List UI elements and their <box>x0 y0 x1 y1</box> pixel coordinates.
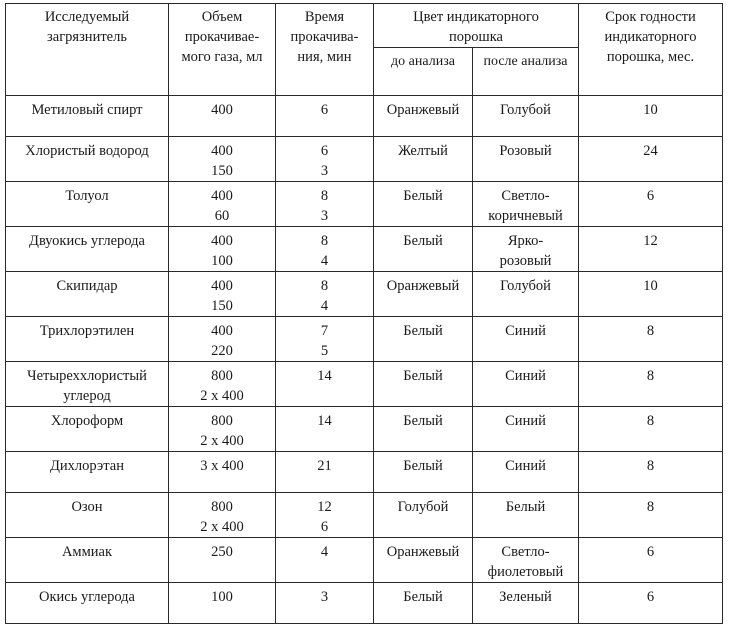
cell-pollutant-line: углерод <box>63 388 111 404</box>
table-row <box>6 227 723 272</box>
indicator-powder-table <box>5 3 723 624</box>
cell-pollutant-line: Озон <box>71 499 103 515</box>
cell-pollutant-line: Дихлорэтан <box>50 458 124 474</box>
cell-shelf-life <box>579 272 723 317</box>
cell-color-after <box>473 407 579 452</box>
cell-color-after-content <box>473 362 578 386</box>
cell-color-after-line: Розовый <box>499 143 552 159</box>
cell-color-before <box>374 452 473 493</box>
cell-volume-content <box>169 538 275 562</box>
cell-color-after <box>473 493 579 538</box>
cell-color-after <box>473 227 579 272</box>
cell-color-after-content <box>473 137 578 161</box>
header-color-before <box>374 48 473 96</box>
cell-volume <box>169 493 276 538</box>
cell-time-content <box>276 317 373 361</box>
cell-time <box>276 407 374 452</box>
cell-color-after <box>473 317 579 362</box>
cell-color-after-line: Зеленый <box>499 589 552 605</box>
cell-pollutant <box>6 137 169 182</box>
cell-time <box>276 493 374 538</box>
cell-pollutant-line: Метиловый спирт <box>31 102 143 118</box>
cell-shelf-life-line: 8 <box>646 413 655 429</box>
cell-color-after-content <box>473 407 578 431</box>
cell-shelf-life-line: 8 <box>646 499 655 515</box>
cell-color-before-content <box>374 182 472 206</box>
cell-volume-line: 100 <box>211 589 233 605</box>
cell-pollutant <box>6 583 169 624</box>
cell-shelf-life-line: 10 <box>643 278 658 294</box>
cell-color-before-line: Оранжевый <box>386 544 460 560</box>
cell-color-after <box>473 182 579 227</box>
cell-color-after-content <box>473 227 578 271</box>
cell-time <box>276 452 374 493</box>
cell-color-before-content <box>374 407 472 431</box>
cell-color-after-content <box>473 583 578 607</box>
cell-shelf-life-content <box>579 493 722 517</box>
header-volume-line: мого газа, мл <box>181 49 263 65</box>
cell-color-after-line: Ярко- <box>507 233 544 249</box>
header-color-group-line: Цвет индикаторного <box>413 9 539 25</box>
cell-volume-content <box>169 96 275 120</box>
cell-time-line: 14 <box>317 368 332 384</box>
cell-time-content <box>276 452 373 476</box>
cell-time-line: 12 <box>317 499 332 515</box>
cell-color-before <box>374 317 473 362</box>
cell-pollutant-line: Хлороформ <box>50 413 124 429</box>
cell-color-after-content <box>473 272 578 296</box>
cell-time-line: 4 <box>320 253 329 269</box>
header-pollutant-line: Исследуемый <box>44 9 130 25</box>
header-color-before-label: до анализа <box>391 54 455 69</box>
cell-volume-line: 400 <box>211 143 233 159</box>
table-row <box>6 493 723 538</box>
cell-shelf-life-content <box>579 538 722 562</box>
cell-color-after-content <box>473 96 578 120</box>
cell-color-before-content <box>374 317 472 341</box>
cell-time-content <box>276 493 373 537</box>
cell-pollutant-content <box>6 272 168 296</box>
cell-color-after <box>473 96 579 137</box>
cell-volume-content <box>169 583 275 607</box>
cell-shelf-life <box>579 182 723 227</box>
cell-time-content <box>276 407 373 431</box>
cell-color-before <box>374 137 473 182</box>
cell-time-line: 3 <box>320 163 329 179</box>
cell-volume-line: 400 <box>211 278 233 294</box>
cell-time-content <box>276 362 373 386</box>
cell-shelf-life <box>579 538 723 583</box>
table-row <box>6 96 723 137</box>
cell-pollutant-line: Двуокись углерода <box>29 233 145 249</box>
cell-volume <box>169 452 276 493</box>
cell-shelf-life-line: 24 <box>643 143 658 159</box>
cell-volume-line: 2 x 400 <box>200 433 244 449</box>
cell-time <box>276 538 374 583</box>
cell-pollutant-content <box>6 137 168 161</box>
cell-pollutant-content <box>6 317 168 341</box>
cell-color-after-content <box>473 182 578 226</box>
cell-volume-line: 400 <box>211 323 233 339</box>
cell-volume-line: 400 <box>211 233 233 249</box>
cell-color-before-content <box>374 137 472 161</box>
cell-color-after-line: Голубой <box>500 278 551 294</box>
cell-shelf-life-content <box>579 317 722 341</box>
cell-volume-line: 800 <box>211 499 233 515</box>
cell-volume-content <box>169 493 275 537</box>
cell-color-before <box>374 407 473 452</box>
header-shelf-life-line: индикаторного <box>604 29 697 45</box>
cell-volume <box>169 182 276 227</box>
cell-shelf-life <box>579 96 723 137</box>
cell-volume-line: 400 <box>211 188 233 204</box>
table-row <box>6 272 723 317</box>
cell-volume-line: 60 <box>214 208 230 224</box>
cell-time-line: 6 <box>320 519 329 535</box>
cell-color-after-line: Белый <box>505 499 546 515</box>
header-color-group-line: порошка <box>449 29 503 45</box>
cell-color-after-line: Синий <box>505 368 546 384</box>
cell-pollutant <box>6 538 169 583</box>
cell-color-after-content <box>473 317 578 341</box>
cell-pollutant-content <box>6 182 168 206</box>
cell-color-after-line: коричневый <box>488 208 563 224</box>
cell-time-line: 8 <box>320 278 329 294</box>
cell-time <box>276 137 374 182</box>
cell-color-after-content <box>473 538 578 582</box>
header-volume-line: Объем <box>201 9 243 25</box>
cell-color-after <box>473 362 579 407</box>
cell-volume <box>169 272 276 317</box>
cell-pollutant <box>6 452 169 493</box>
table-row <box>6 407 723 452</box>
cell-color-before-line: Оранжевый <box>386 102 460 118</box>
cell-color-before-content <box>374 227 472 251</box>
cell-time <box>276 96 374 137</box>
cell-time-content <box>276 137 373 181</box>
cell-volume-line: 400 <box>211 102 233 118</box>
cell-volume-content <box>169 452 275 476</box>
cell-volume <box>169 317 276 362</box>
table-row <box>6 362 723 407</box>
header-color-after <box>473 48 579 96</box>
cell-color-before-line: Желтый <box>398 143 448 159</box>
cell-time-line: 8 <box>320 188 329 204</box>
cell-time <box>276 362 374 407</box>
cell-time-line: 8 <box>320 233 329 249</box>
header-shelf-life <box>579 4 723 96</box>
header-volume-line: прокачивае- <box>184 29 260 45</box>
cell-color-before-line: Белый <box>403 188 443 204</box>
cell-color-after-line: фиолетовый <box>487 564 564 580</box>
cell-shelf-life-content <box>579 96 722 120</box>
cell-volume-line: 800 <box>211 413 233 429</box>
cell-volume-content <box>169 182 275 226</box>
cell-shelf-life-line: 10 <box>643 102 658 118</box>
cell-volume <box>169 407 276 452</box>
cell-shelf-life-content <box>579 227 722 251</box>
cell-time <box>276 182 374 227</box>
header-time-line: ния, мин <box>297 49 352 65</box>
cell-time-line: 14 <box>317 413 332 429</box>
cell-shelf-life <box>579 137 723 182</box>
cell-color-before-line: Белый <box>403 233 443 249</box>
table-body <box>6 96 723 624</box>
document-table-container <box>5 3 723 624</box>
cell-color-before-line: Белый <box>403 413 443 429</box>
cell-pollutant-content <box>6 538 168 562</box>
header-shelf-life-line: Срок годности <box>605 9 696 25</box>
cell-color-before <box>374 583 473 624</box>
cell-shelf-life-content <box>579 182 722 206</box>
cell-shelf-life-line: 6 <box>646 544 655 560</box>
cell-time-line: 3 <box>320 208 329 224</box>
cell-shelf-life-line: 8 <box>646 458 655 474</box>
cell-color-before-content <box>374 362 472 386</box>
cell-pollutant <box>6 362 169 407</box>
cell-pollutant-content <box>6 452 168 476</box>
table-row <box>6 182 723 227</box>
cell-color-before <box>374 493 473 538</box>
table-row <box>6 583 723 624</box>
cell-color-after <box>473 137 579 182</box>
cell-color-before-content <box>374 538 472 562</box>
cell-volume-line: 150 <box>211 298 233 314</box>
cell-time <box>276 317 374 362</box>
cell-color-before <box>374 96 473 137</box>
cell-color-after-line: Синий <box>505 458 546 474</box>
cell-color-before-line: Белый <box>403 458 443 474</box>
cell-volume-content <box>169 362 275 406</box>
cell-color-before <box>374 272 473 317</box>
cell-shelf-life <box>579 493 723 538</box>
cell-time-line: 6 <box>320 102 329 118</box>
cell-time-line: 3 <box>320 589 329 605</box>
header-time <box>276 4 374 96</box>
cell-time-content <box>276 96 373 120</box>
cell-shelf-life-content <box>579 137 722 161</box>
cell-shelf-life <box>579 452 723 493</box>
table-row <box>6 452 723 493</box>
cell-pollutant-line: Четыреххлористый <box>27 368 147 384</box>
header-pollutant-line: загрязнитель <box>47 29 127 45</box>
cell-shelf-life-content <box>579 452 722 476</box>
cell-shelf-life-line: 8 <box>646 323 655 339</box>
cell-shelf-life <box>579 317 723 362</box>
cell-color-before-content <box>374 493 472 517</box>
cell-shelf-life-content <box>579 272 722 296</box>
cell-color-before <box>374 362 473 407</box>
cell-volume-line: 800 <box>211 368 233 384</box>
cell-pollutant-line: Скипидар <box>56 278 118 294</box>
header-time-line: прокачива- <box>290 29 359 45</box>
cell-shelf-life <box>579 227 723 272</box>
cell-shelf-life-content <box>579 407 722 431</box>
cell-color-before <box>374 182 473 227</box>
cell-time-line: 21 <box>317 458 332 474</box>
cell-pollutant-line: Аммиак <box>61 544 113 560</box>
header-color-group <box>374 4 579 48</box>
cell-time-content <box>276 538 373 562</box>
cell-shelf-life-line: 8 <box>646 368 655 384</box>
cell-color-before-content <box>374 583 472 607</box>
cell-time <box>276 227 374 272</box>
cell-time <box>276 272 374 317</box>
cell-volume <box>169 96 276 137</box>
cell-shelf-life-content <box>579 583 722 607</box>
cell-time-line: 4 <box>320 298 329 314</box>
cell-pollutant-content <box>6 362 168 406</box>
cell-time-content <box>276 227 373 271</box>
cell-volume-line: 150 <box>211 163 233 179</box>
cell-color-after-content <box>473 493 578 517</box>
cell-pollutant-content <box>6 227 168 251</box>
cell-shelf-life <box>579 362 723 407</box>
table-row <box>6 538 723 583</box>
cell-time-content <box>276 583 373 607</box>
cell-time-content <box>276 272 373 316</box>
cell-color-before-content <box>374 272 472 296</box>
cell-color-after <box>473 583 579 624</box>
cell-color-before-line: Белый <box>403 323 443 339</box>
cell-pollutant <box>6 96 169 137</box>
cell-color-after-line: Светло- <box>501 544 550 560</box>
cell-color-after-line: Светло- <box>501 188 550 204</box>
cell-time-line: 7 <box>320 323 329 339</box>
cell-volume <box>169 137 276 182</box>
table-row <box>6 137 723 182</box>
cell-pollutant-content <box>6 493 168 517</box>
header-time-line: Время <box>304 9 345 25</box>
cell-color-after-content <box>473 452 578 476</box>
cell-pollutant <box>6 493 169 538</box>
cell-volume-content <box>169 137 275 181</box>
cell-color-after <box>473 538 579 583</box>
cell-color-after <box>473 452 579 493</box>
cell-volume <box>169 362 276 407</box>
cell-volume <box>169 583 276 624</box>
cell-pollutant <box>6 182 169 227</box>
cell-shelf-life <box>579 583 723 624</box>
cell-color-after <box>473 272 579 317</box>
cell-pollutant <box>6 407 169 452</box>
cell-color-before-content <box>374 452 472 476</box>
cell-color-after-line: Голубой <box>500 102 551 118</box>
cell-volume-content <box>169 272 275 316</box>
cell-shelf-life-line: 6 <box>646 188 655 204</box>
cell-pollutant <box>6 317 169 362</box>
cell-volume-line: 3 x 400 <box>200 458 244 474</box>
cell-pollutant <box>6 227 169 272</box>
cell-shelf-life-line: 12 <box>643 233 658 249</box>
cell-volume-content <box>169 317 275 361</box>
table-row <box>6 317 723 362</box>
cell-shelf-life-content <box>579 362 722 386</box>
cell-color-before <box>374 538 473 583</box>
cell-color-after-line: розовый <box>499 253 552 269</box>
cell-time <box>276 583 374 624</box>
cell-color-before <box>374 227 473 272</box>
cell-time-content <box>276 182 373 226</box>
cell-time-line: 5 <box>320 343 329 359</box>
cell-volume <box>169 227 276 272</box>
cell-pollutant-line: Окись углерода <box>39 589 135 605</box>
header-shelf-life-line: порошка, мес. <box>606 49 695 65</box>
cell-volume-line: 2 x 400 <box>200 388 244 404</box>
header-pollutant <box>6 4 169 96</box>
cell-volume-line: 100 <box>211 253 233 269</box>
cell-pollutant-content <box>6 583 168 607</box>
cell-volume-line: 250 <box>211 544 233 560</box>
cell-pollutant-content <box>6 96 168 120</box>
cell-color-after-line: Синий <box>505 323 546 339</box>
header-color-after-label: после анализа <box>483 54 568 69</box>
cell-volume-content <box>169 407 275 451</box>
cell-pollutant-line: Толуол <box>65 188 109 204</box>
cell-time-line: 4 <box>320 544 329 560</box>
cell-pollutant-content <box>6 407 168 431</box>
cell-pollutant-line: Трихлорэтилен <box>39 323 135 339</box>
cell-color-before-line: Белый <box>403 589 443 605</box>
cell-volume-line: 2 x 400 <box>200 519 244 535</box>
cell-color-before-line: Белый <box>403 368 443 384</box>
cell-color-after-line: Синий <box>505 413 546 429</box>
cell-volume <box>169 538 276 583</box>
cell-volume-content <box>169 227 275 271</box>
cell-color-before-line: Оранжевый <box>386 278 460 294</box>
cell-color-before-line: Голубой <box>397 499 449 515</box>
cell-color-before-content <box>374 96 472 120</box>
header-volume <box>169 4 276 96</box>
cell-pollutant-line: Хлористый водород <box>25 143 149 159</box>
cell-shelf-life <box>579 407 723 452</box>
cell-volume-line: 220 <box>211 343 233 359</box>
cell-time-line: 6 <box>320 143 329 159</box>
cell-shelf-life-line: 6 <box>646 589 655 605</box>
cell-pollutant <box>6 272 169 317</box>
